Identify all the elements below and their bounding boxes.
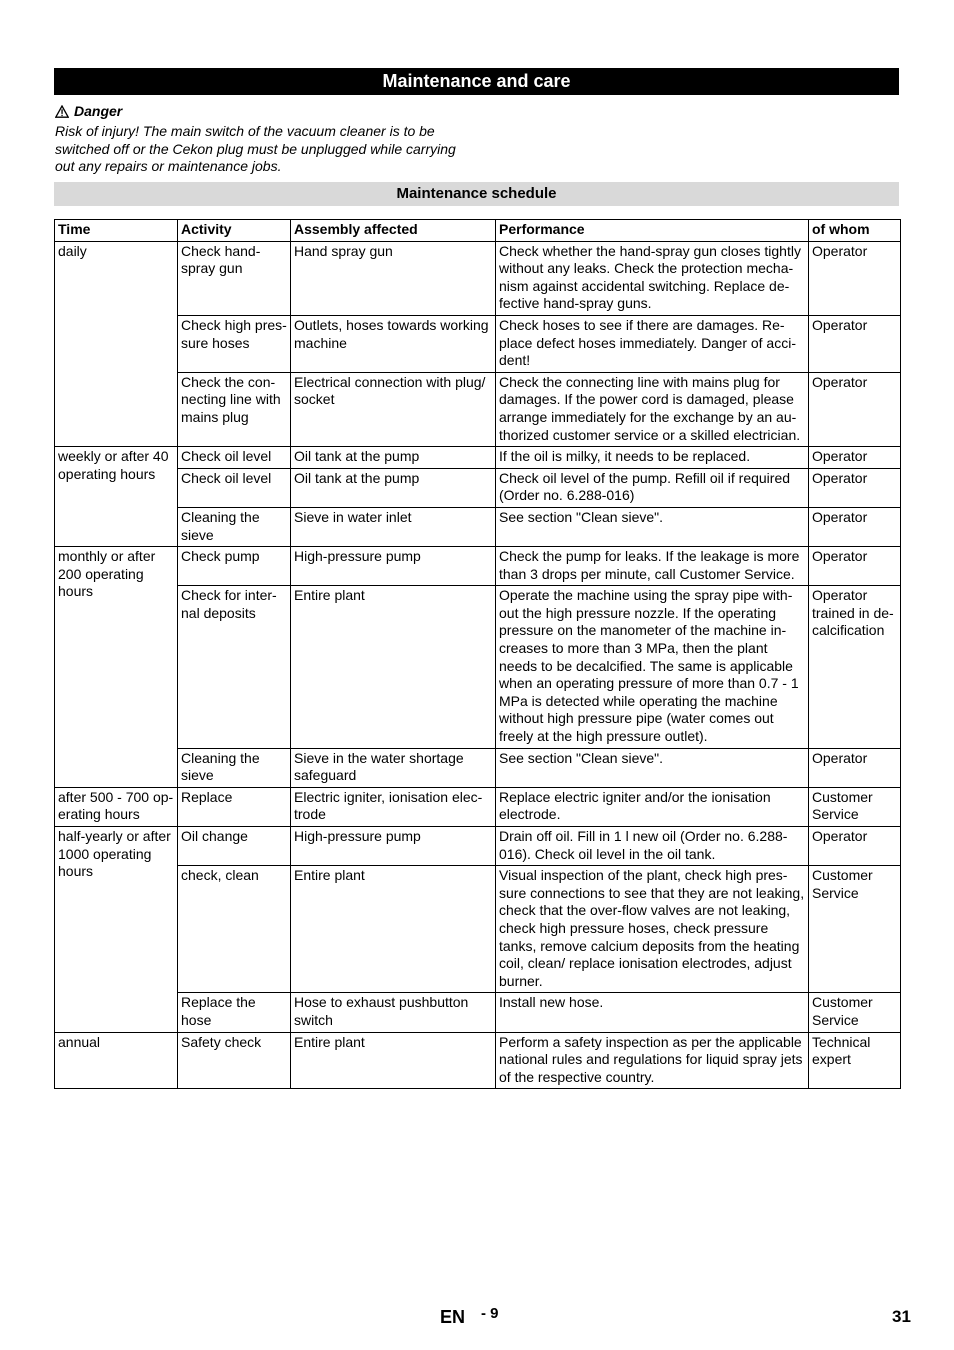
of-whom-cell: Operator: [809, 468, 901, 507]
activity-cell: Check oil level: [178, 468, 291, 507]
performance-cell: See section "Clean sieve".: [496, 507, 809, 546]
time-cell: half-yearly or after 1000 operating hours: [55, 827, 178, 1033]
table-row: [55, 507, 901, 546]
assembly-cell: Entire plant: [291, 586, 496, 748]
table-row: [55, 468, 901, 507]
time-cell: annual: [55, 1032, 178, 1089]
performance-cell: Visual inspection of the plant, check high pres-sure connections to see that they are not leaking, check that the over-flow valves are not leaking, check high pressure hoses, check pressure tanks, remove calcium deposits from the heating coil, clean/ replace ionisation electrodes, adjust burner.: [496, 866, 809, 993]
of-whom-cell: Operator: [809, 372, 901, 446]
table-header-row: [55, 220, 901, 242]
of-whom-cell: Technical expert: [809, 1032, 901, 1089]
column-header-of-whom: of whom: [809, 220, 901, 242]
assembly-cell: Hose to exhaust pushbutton switch: [291, 993, 496, 1032]
of-whom-cell: Operator trained in de-calcification: [809, 586, 901, 748]
column-header-performance: Performance: [496, 220, 809, 242]
table-row: [55, 827, 901, 866]
of-whom-cell: Customer Service: [809, 993, 901, 1032]
assembly-cell: Outlets, hoses towards working machine: [291, 315, 496, 372]
performance-cell: Drain off oil. Fill in 1 l new oil (Order no. 6.288-016). Check oil level in the oil tank.: [496, 827, 809, 866]
activity-cell: Check oil level: [178, 447, 291, 469]
table-row: [55, 586, 901, 748]
activity-cell: Check for inter-nal deposits: [178, 586, 291, 748]
assembly-cell: Electrical connection with plug/ socket: [291, 372, 496, 446]
activity-cell: Check pump: [178, 547, 291, 586]
activity-cell: Check the con-necting line with mains plug: [178, 372, 291, 446]
of-whom-cell: Customer Service: [809, 866, 901, 993]
table-row: [55, 372, 901, 446]
activity-cell: Oil change: [178, 827, 291, 866]
table-row: [55, 748, 901, 787]
footer-sub-page: - 9: [481, 1305, 499, 1322]
assembly-cell: Sieve in the water shortage safeguard: [291, 748, 496, 787]
danger-text: Risk of injury! The main switch of the vacuum cleaner is to be switched off or the Cekon plug must be unplugged while carrying out any repairs or maintenance jobs.: [55, 123, 456, 174]
of-whom-cell: Operator: [809, 827, 901, 866]
assembly-cell: Hand spray gun: [291, 241, 496, 315]
activity-cell: check, clean: [178, 866, 291, 993]
warning-triangle-icon: [55, 105, 69, 118]
table-row: [55, 241, 901, 315]
column-header-activity: Activity: [178, 220, 291, 242]
performance-cell: Check whether the hand-spray gun closes tightly without any leaks. Check the protection mecha-nism against accidental switching. Replace de-fective hand-spray guns.: [496, 241, 809, 315]
performance-cell: Check hoses to see if there are damages. Re-place defect hoses immediately. Danger of acci-dent!: [496, 315, 809, 372]
activity-cell: Cleaning the sieve: [178, 748, 291, 787]
performance-cell: See section "Clean sieve".: [496, 748, 809, 787]
time-cell: daily: [55, 241, 178, 447]
performance-cell: Replace electric igniter and/or the ionisation electrode.: [496, 787, 809, 826]
activity-cell: Check high pres-sure hoses: [178, 315, 291, 372]
assembly-cell: Entire plant: [291, 866, 496, 993]
table-row: [55, 866, 901, 993]
page-number: 31: [892, 1307, 911, 1326]
section-title-banner: Maintenance and care: [54, 68, 899, 95]
activity-cell: Safety check: [178, 1032, 291, 1089]
table-row: [55, 787, 901, 826]
danger-heading: [55, 102, 122, 120]
table-row: [55, 315, 901, 372]
assembly-cell: High-pressure pump: [291, 547, 496, 586]
of-whom-cell: Operator: [809, 507, 901, 546]
performance-cell: Operate the machine using the spray pipe with-out the high pressure nozzle. If the operating pressure on the manometer of the machine in-creases to more than 3 MPa, then the plant needs to be decalcified. The same is applicable when an operating pressure of more than 0.7 - 1 MPa is detected while operating the machine without high pressure pipe (water comes out freely at the high pressure outlet).: [496, 586, 809, 748]
assembly-cell: Electric igniter, ionisation elec-trode: [291, 787, 496, 826]
of-whom-cell: Operator: [809, 547, 901, 586]
table-row: [55, 447, 901, 469]
performance-cell: Check the connecting line with mains plug for damages. If the power cord is damaged, please arrange immediately for the exchange by an au-thorized customer service or a skilled electrician.: [496, 372, 809, 446]
assembly-cell: Sieve in water inlet: [291, 507, 496, 546]
schedule-title: Maintenance schedule: [54, 182, 899, 206]
time-cell: weekly or after 40 operating hours: [55, 447, 178, 547]
time-cell: monthly or after 200 operating hours: [55, 547, 178, 788]
danger-title: Danger: [74, 103, 123, 119]
performance-cell: Perform a safety inspection as per the applicable national rules and regulations for liquid spray jets of the respective country.: [496, 1032, 809, 1089]
activity-cell: Cleaning the sieve: [178, 507, 291, 546]
of-whom-cell: Operator: [809, 315, 901, 372]
performance-cell: Check oil level of the pump. Refill oil if required (Order no. 6.288-016): [496, 468, 809, 507]
performance-cell: If the oil is milky, it needs to be replaced.: [496, 447, 809, 469]
of-whom-cell: Operator: [809, 748, 901, 787]
assembly-cell: Entire plant: [291, 1032, 496, 1089]
time-cell: after 500 - 700 op-erating hours: [55, 787, 178, 826]
of-whom-cell: Operator: [809, 241, 901, 315]
table-row: [55, 1032, 901, 1089]
activity-cell: Check hand-spray gun: [178, 241, 291, 315]
performance-cell: Check the pump for leaks. If the leakage is more than 3 drops per minute, call Customer Service.: [496, 547, 809, 586]
of-whom-cell: Customer Service: [809, 787, 901, 826]
activity-cell: Replace the hose: [178, 993, 291, 1032]
of-whom-cell: Operator: [809, 447, 901, 469]
assembly-cell: High-pressure pump: [291, 827, 496, 866]
table-row: [55, 547, 901, 586]
column-header-time: Time: [55, 220, 178, 242]
performance-cell: Install new hose.: [496, 993, 809, 1032]
footer-language: EN: [440, 1307, 466, 1327]
table-row: [55, 993, 901, 1032]
column-header-assembly: Assembly affected: [291, 220, 496, 242]
activity-cell: Replace: [178, 787, 291, 826]
assembly-cell: Oil tank at the pump: [291, 447, 496, 469]
assembly-cell: Oil tank at the pump: [291, 468, 496, 507]
maintenance-schedule-table: [54, 219, 901, 1089]
